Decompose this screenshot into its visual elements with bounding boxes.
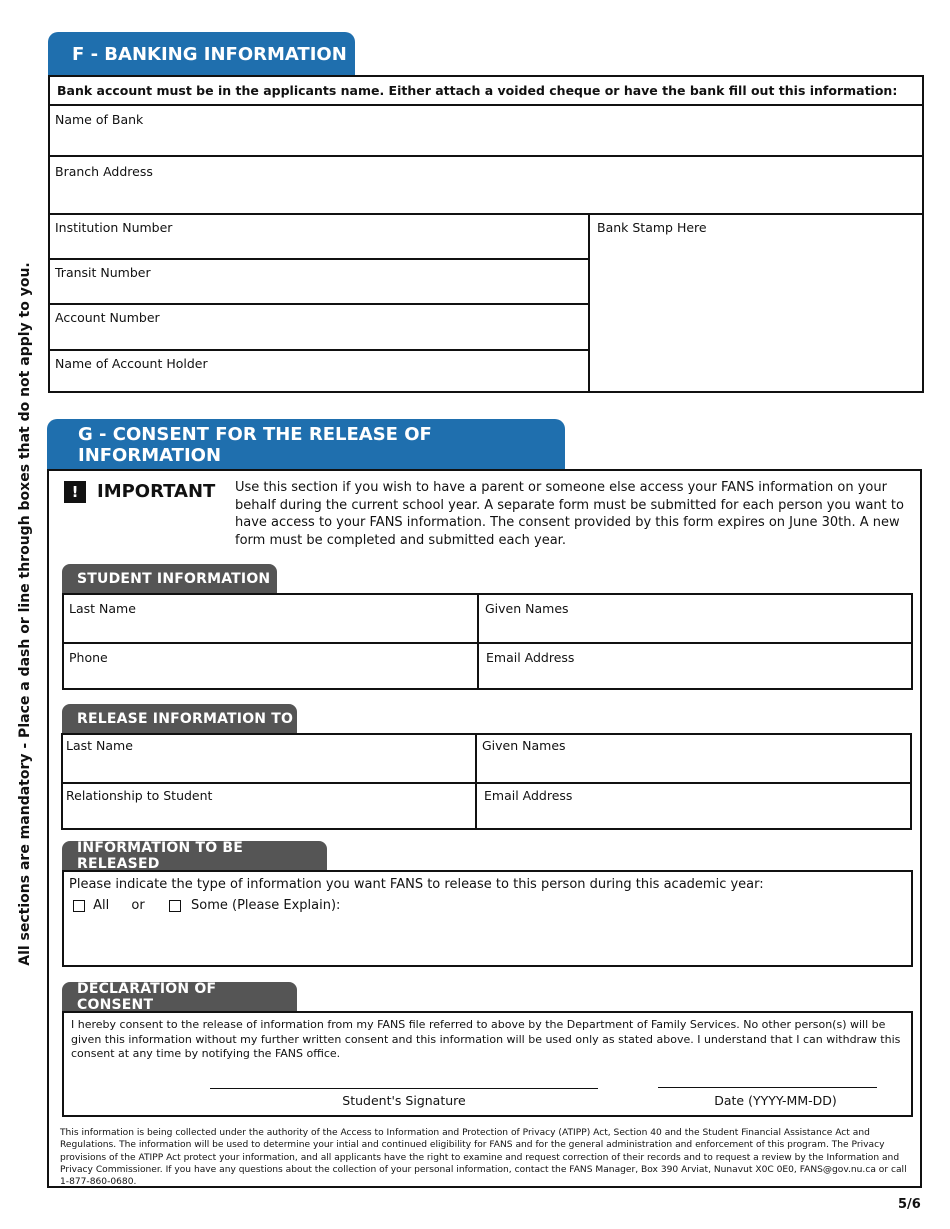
relationship-field[interactable] xyxy=(63,784,475,828)
consent-section xyxy=(47,469,922,1188)
release-email-field[interactable] xyxy=(477,784,910,828)
banking-form xyxy=(48,75,924,393)
release-to-title: RELEASE INFORMATION TO xyxy=(77,711,294,727)
transit-number-label: Transit Number xyxy=(55,265,151,280)
or-text: or xyxy=(131,898,145,913)
some-checkbox[interactable] xyxy=(169,900,181,912)
release-email-label: Email Address xyxy=(484,788,573,803)
institution-number-label: Institution Number xyxy=(55,220,173,235)
student-phone-field[interactable] xyxy=(64,644,477,688)
student-given-names-field[interactable] xyxy=(479,595,911,642)
student-given-names-label: Given Names xyxy=(485,601,569,616)
date-line[interactable] xyxy=(658,1087,877,1088)
date-label: Date (YYYY-MM-DD) xyxy=(714,1093,837,1108)
bank-stamp-area[interactable] xyxy=(590,215,922,391)
section-f-title: F - BANKING INFORMATION xyxy=(72,43,347,65)
student-email-label: Email Address xyxy=(486,650,575,665)
declaration-box xyxy=(62,1011,913,1117)
release-to-tab xyxy=(62,704,297,734)
account-number-label: Account Number xyxy=(55,310,160,325)
release-given-names-field[interactable] xyxy=(477,735,910,782)
institution-number-field[interactable] xyxy=(50,215,588,258)
declaration-title: DECLARATION OF CONSENT xyxy=(77,981,217,1013)
important-label: IMPORTANT xyxy=(97,481,216,502)
account-number-field[interactable] xyxy=(50,305,588,349)
all-option-label: All xyxy=(93,898,110,913)
signature-line[interactable] xyxy=(210,1088,598,1089)
declaration-text: I hereby consent to the release of information from my FANS file referred to above by the Department of Family Services. No other person(s) will be given this information without my further written consent and this information will be used only as stated above. I understand that I can withdraw this consent at any time by notifying the FANS office. xyxy=(71,1018,901,1061)
account-holder-field[interactable] xyxy=(50,351,588,391)
section-g-tab xyxy=(47,419,565,471)
student-info-table xyxy=(62,593,913,690)
info-released-title: INFORMATION TO BE RELEASED xyxy=(77,840,244,872)
some-option-label: Some (Please Explain): xyxy=(191,898,341,913)
banking-instruction: Bank account must be in the applicants name. Either attach a voided cheque or have the bank fill out this information: xyxy=(57,83,898,98)
account-holder-label: Name of Account Holder xyxy=(55,356,208,371)
section-g-title: G - CONSENT FOR THE RELEASE OF INFORMATION xyxy=(78,424,432,466)
privacy-notice: This information is being collected under the authority of the Access to Information and Protection of Privacy (ATIPP) Act, Section 40 and the Student Financial Assistance Act and Regulations. The information will be used to determine your intial and continued eligibility for FANS and for the general administration and enforcement of this program. The Privacy provisions of the ATIPP Act protect your information, and all applicants have the right to examine and request correction of their records and to request a review by the Information and Privacy Commissioner. If you have any questions about the collection of your personal information, contact the FANS Manager, Box 390 Arviat, Nunavut X0C 0E0, FANS@gov.nu.ca or call 1-877-860-0680. xyxy=(60,1128,907,1188)
student-info-title: STUDENT INFORMATION xyxy=(77,571,271,587)
release-last-name-label: Last Name xyxy=(66,738,133,753)
info-released-prompt: Please indicate the type of information you want FANS to release to this person during this academic year: xyxy=(69,877,764,892)
bank-name-field[interactable] xyxy=(50,106,922,155)
release-to-table xyxy=(61,733,912,830)
info-released-box xyxy=(62,870,913,967)
student-info-tab xyxy=(62,564,277,594)
transit-number-field[interactable] xyxy=(50,260,588,304)
relationship-label: Relationship to Student xyxy=(66,788,213,803)
bank-name-label: Name of Bank xyxy=(55,112,144,127)
branch-address-field[interactable] xyxy=(50,157,922,213)
side-note: All sections are mandatory - Place a dash or line through boxes that do not apply to you. xyxy=(17,262,33,966)
section-f-tab xyxy=(48,32,355,76)
release-last-name-field[interactable] xyxy=(63,735,475,782)
release-given-names-label: Given Names xyxy=(482,738,566,753)
signature-label: Student's Signature xyxy=(342,1093,466,1108)
info-released-tab xyxy=(62,841,327,871)
student-last-name-field[interactable] xyxy=(64,595,477,642)
page-number: 5/6 xyxy=(898,1197,921,1212)
student-last-name-label: Last Name xyxy=(69,601,136,616)
student-phone-label: Phone xyxy=(69,650,108,665)
important-text: Use this section if you wish to have a parent or someone else access your FANS information on your behalf during the current school year. A separate form must be submitted for each person you want to have access to your FANS information. The consent provided by this form expires on June 30th. A new form must be completed and submitted each year. xyxy=(235,480,904,548)
declaration-tab xyxy=(62,982,297,1012)
important-icon: ! xyxy=(64,481,86,503)
branch-address-label: Branch Address xyxy=(55,164,153,179)
explain-area[interactable] xyxy=(69,918,907,962)
all-checkbox[interactable] xyxy=(73,900,85,912)
bank-stamp-label: Bank Stamp Here xyxy=(597,220,707,235)
student-email-field[interactable] xyxy=(479,644,911,688)
